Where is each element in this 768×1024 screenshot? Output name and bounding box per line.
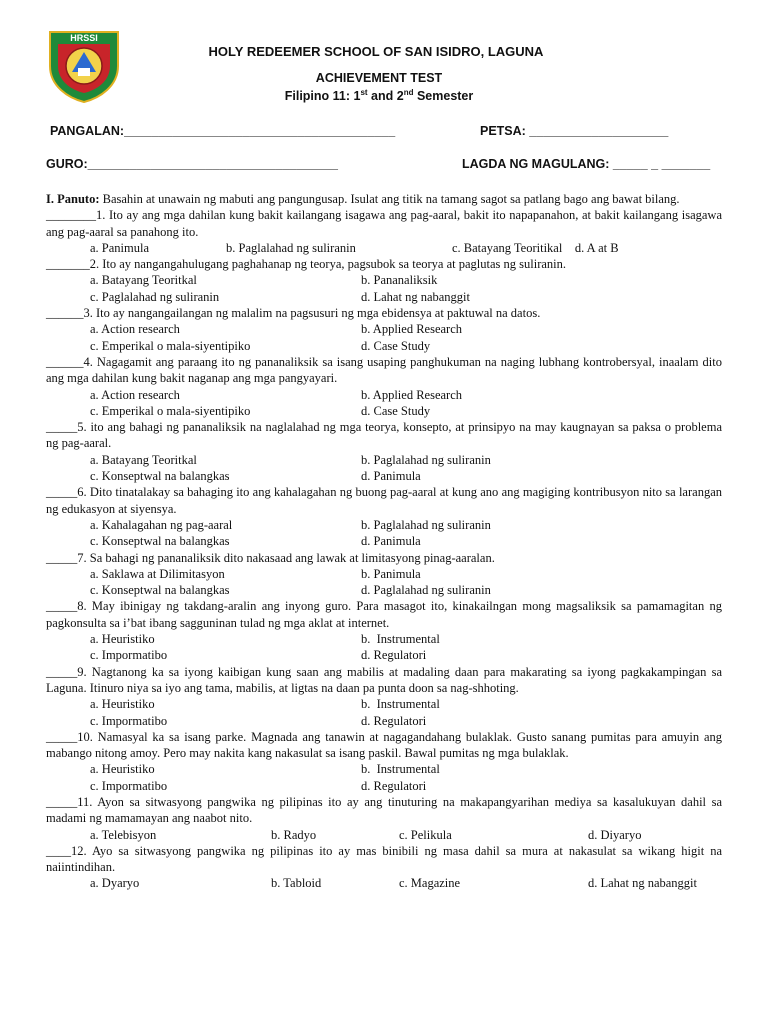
parent-signature-field[interactable]: LAGDA NG MAGULANG: _____ _ _______	[462, 157, 711, 171]
answer-option: a. Heuristiko	[90, 762, 155, 777]
answer-option: a. Batayang Teoritkal	[90, 452, 197, 467]
answer-option: c. Konseptwal na balangkas	[90, 583, 230, 598]
option-row	[46, 778, 722, 794]
answer-option: c. Paglalahad ng suliranin	[90, 289, 220, 304]
answer-option: d. Panimula	[361, 534, 421, 549]
answer-option: d. Regulatori	[361, 778, 427, 793]
option-row	[46, 713, 722, 729]
answer-option: a. Saklawa at Dilimitasyon	[90, 566, 225, 581]
question-3: ______3. Ito ay nangangailangan ng malalim na pagsusuri ng mga ebidensya at paktuwal na datos.	[46, 306, 541, 321]
answer-option: c. Impormatibo	[90, 648, 168, 663]
question-11: _____11. Ayon sa sitwasyong pangwika ng pilipinas ito ay ang tinuturing na makapangyarihan mediya sa kasalukuyan dahil sa madami ng mamamayan ang naabot nito.	[46, 794, 722, 826]
answer-option: b. Tabloid	[271, 876, 322, 891]
answer-option: d. Lahat ng nabanggit	[361, 289, 470, 304]
answer-option: b. Paglalahad ng suliranin	[361, 517, 491, 532]
option-row	[46, 647, 722, 663]
question-7: _____7. Sa bahagi ng pananaliksik dito nakasaad ang lawak at limitasyong pinag-aaralan.	[46, 550, 495, 565]
answer-option: a. Dyaryo	[90, 876, 140, 891]
option-row	[46, 289, 722, 305]
name-field[interactable]: PANGALAN:_______________________________________	[50, 124, 396, 138]
answer-option: b. Instrumental	[361, 762, 440, 777]
answer-option: d. Paglalahad ng suliranin	[361, 583, 491, 598]
option-row	[46, 517, 722, 533]
answer-option: c. Konseptwal na balangkas	[90, 469, 230, 484]
answer-option: c. Emperikal o mala-siyentipiko	[90, 338, 251, 353]
option-row	[46, 631, 722, 647]
answer-option: a. Batayang Teoritkal	[90, 273, 197, 288]
subject-line: Filipino 11: 1st and 2nd Semester	[284, 87, 474, 103]
test-body	[46, 191, 722, 892]
answer-option: b. Radyo	[271, 827, 317, 842]
question-9: _____9. Nagtanong ka sa iyong kaibigan kung saan ang mabilis at madaling daan para makarating sa iyong pagkakampingan sa Laguna. Itinuro niya sa iyo ang tama, mabilis, at ligtas na daan pa punta doon sa nag-shhoting.	[46, 664, 722, 695]
test-title: ACHIEVEMENT TEST	[315, 71, 443, 85]
answer-option: a. Telebisyon	[90, 827, 157, 842]
school-name: HOLY REDEEMER SCHOOL OF SAN ISIDRO, LAGUNA	[208, 44, 544, 59]
answer-option: c. Batayang Teoritikal d. A at B	[452, 240, 619, 255]
question-8: _____8. May ibinigay ng takdang-aralin ang inyong guro. Para masagot ito, kinakailngan mong magsaliksik sa pamamagitan ng pagkonsulta sa i’bat ibang sagguninan tulad ng mga aklat at internet.	[46, 599, 722, 630]
answer-option: d. Panimula	[361, 469, 421, 484]
option-row	[46, 468, 722, 484]
answer-option: a. Action research	[90, 322, 180, 337]
question-12: ____12. Ayo sa sitwasyong pangwika ng pilipinas ito ay mas binibili ng masa dahil sa mura at nakasulat sa wikang higit na naiintindihan.	[46, 843, 722, 875]
option-row	[46, 387, 722, 403]
question-2: _______2. Ito ay nangangahulugang paghahanap ng teorya, pagsubok sa teorya at paglutas ng suliranin.	[46, 257, 567, 272]
instructions-text: Basahin at unawain ng mabuti ang pangungusap. Isulat ang titik na tamang sagot sa patlang bago ang bawat bilang.	[99, 192, 680, 206]
answer-option: b. Paglalahad ng suliranin	[361, 452, 491, 467]
teacher-field[interactable]: GURO:____________________________________	[46, 157, 338, 171]
answer-option: b. Instrumental	[361, 632, 440, 647]
option-row	[46, 452, 722, 468]
instructions	[46, 191, 722, 207]
answer-option: b. Applied Research	[361, 322, 463, 337]
answer-option: a. Heuristiko	[90, 632, 155, 647]
option-row	[46, 403, 722, 419]
question-6: _____6. Dito tinatalakay sa bahaging ito ang kahalagahan ng buong pag-aaral at kung ano ang magiging kontribusyon nito sa larangan ng edukasyon at siyensya.	[46, 485, 722, 516]
answer-option: c. Emperikal o mala-siyentipiko	[90, 403, 251, 418]
answer-option: c. Impormatibo	[90, 778, 168, 793]
question-1: ________1. Ito ay ang mga dahilan kung bakit kailangang isagawa ang pag-aaral, bakit ito napapanahon, at bakit kailangang isagawa ang pag-aaral sa panahong ito.	[46, 208, 722, 239]
answer-option: c. Magazine	[399, 876, 461, 891]
answer-option: c. Impormatibo	[90, 713, 168, 728]
answer-option: a. Panimula	[90, 240, 150, 255]
option-row	[46, 696, 722, 712]
instructions-label: I. Panuto:	[46, 192, 100, 206]
answer-option: b. Applied Research	[361, 387, 463, 402]
answer-option: c. Konseptwal na balangkas	[90, 534, 230, 549]
answer-option: b. Instrumental	[361, 697, 440, 712]
option-row	[46, 240, 722, 256]
option-row	[46, 875, 722, 891]
answer-option: b. Pananaliksik	[361, 273, 438, 288]
question-10: _____10. Namasyal ka sa isang parke. Magnada ang tanawin at nagagandahang bulaklak. Gusto sanang pumitas para amuyin ang mabango nitong amoy. Pero may nakita kang nakasulat sa isang paskil. Bawal pumitas ng mga bulaklak.	[46, 729, 722, 761]
question-4: ______4. Nagagamit ang paraang ito ng pananaliksik sa isang usaping panghukuman na naging lubhang kontrobersyal, inaalam dito ang mga dahilan kung bakit naganap ang mga pangyayari.	[46, 354, 722, 386]
answer-option: b. Paglalahad ng suliranin	[226, 240, 356, 255]
option-row	[46, 338, 722, 354]
option-row	[46, 761, 722, 777]
answer-option: b. Panimula	[361, 566, 421, 581]
answer-option: c. Pelikula	[399, 827, 452, 842]
option-row	[46, 533, 722, 549]
option-row	[46, 566, 722, 582]
question-list	[46, 207, 722, 891]
answer-option: a. Kahalagahan ng pag-aaral	[90, 517, 233, 532]
question-5: _____5. ito ang bahagi ng pananaliksik na naglalahad ng mga teorya, konsepto, at prinsipyo na may kaugnayan sa paksa o problema ng pag-aaral.	[46, 420, 722, 451]
answer-option: d. Diyaryo	[588, 827, 642, 842]
answer-option: a. Action research	[90, 387, 180, 402]
answer-option: d. Case Study	[361, 338, 431, 353]
option-row	[46, 321, 722, 337]
logo-lettering: HRSSI	[70, 33, 98, 43]
answer-option: d. Case Study	[361, 403, 431, 418]
option-row	[46, 827, 722, 843]
answer-option: d. Regulatori	[361, 648, 427, 663]
answer-option: d. Regulatori	[361, 713, 427, 728]
answer-option: d. Lahat ng nabanggit	[588, 876, 697, 891]
answer-option: a. Heuristiko	[90, 697, 155, 712]
option-row	[46, 272, 722, 288]
date-field[interactable]: PETSA: ____________________	[480, 124, 669, 138]
option-row	[46, 582, 722, 598]
